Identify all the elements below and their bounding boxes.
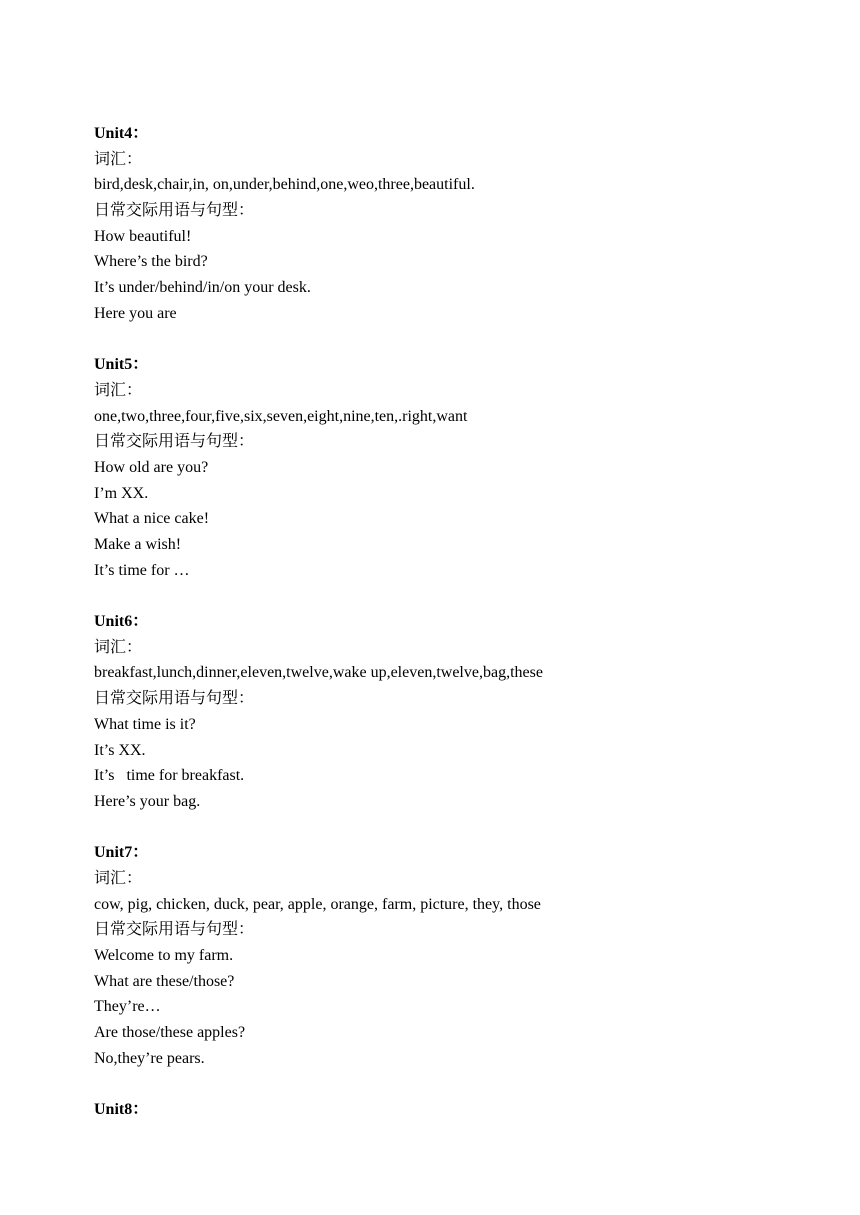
vocab-list: cow, pig, chicken, duck, pear, apple, orange, farm, picture, they, those [94,895,541,913]
sentences-label: 日常交际用语与句型： [94,690,255,708]
sentence-line: It’s under/behind/in/on your desk. [94,279,311,297]
vocab-label: 词汇： [94,150,143,168]
sentence-line: Make a wish! [94,536,182,553]
unit-heading: Unit8： [94,1101,149,1119]
sentence-line: It’s time for breakfast. [94,767,245,785]
sentence-line: How old are you? [94,458,209,476]
unit-section-4 [94,121,814,327]
sentence-line: It’s time for … [94,561,190,579]
sentences-label: 日常交际用语与句型： [94,921,255,939]
sentence-line: What are these/those? [94,972,235,990]
sentence-line: Are those/these apples? [94,1024,246,1042]
vocab-label: 词汇： [94,869,143,887]
sentence-line: Here you are [94,304,177,322]
sentence-line: How beautiful! [94,227,192,245]
unit-section-5 [94,352,814,583]
unit-section-8 [94,1097,814,1123]
vocab-list: breakfast,lunch,dinner,eleven,twelve,wake up,eleven,twelve,bag,these [94,664,543,682]
sentence-line: They’re… [94,998,161,1016]
unit-heading: Unit7： [94,844,149,862]
unit-heading: Unit6： [94,613,149,631]
blank-line [94,815,814,841]
vocab-label: 词汇： [94,638,143,656]
sentence-line: What a nice cake! [94,510,210,528]
sentence-line: No,they’re pears. [94,1049,205,1067]
sentence-line: I’m XX. [94,484,149,502]
sentences-label: 日常交际用语与句型： [94,433,255,451]
vocab-list: one,two,three,four,five,six,seven,eight,nine,ten,.right,want [94,407,468,425]
document-page [94,121,814,1123]
blank-line [94,327,814,353]
unit-section-6 [94,609,814,815]
sentence-line: Where’s the bird? [94,253,208,271]
unit-heading: Unit4： [94,125,149,142]
sentence-line: Welcome to my farm. [94,947,234,964]
vocab-list: bird,desk,chair,in, on,under,behind,one,weo,three,beautiful. [94,176,475,194]
sentence-line: Here’s your bag. [94,792,201,810]
unit-heading: Unit5： [94,356,149,374]
blank-line [94,1071,814,1097]
sentences-label: 日常交际用语与句型： [94,202,255,220]
vocab-label: 词汇： [94,381,143,399]
sentence-line: It’s XX. [94,741,146,759]
blank-line [94,583,814,609]
sentence-line: What time is it? [94,715,196,733]
unit-section-7 [94,840,814,1071]
